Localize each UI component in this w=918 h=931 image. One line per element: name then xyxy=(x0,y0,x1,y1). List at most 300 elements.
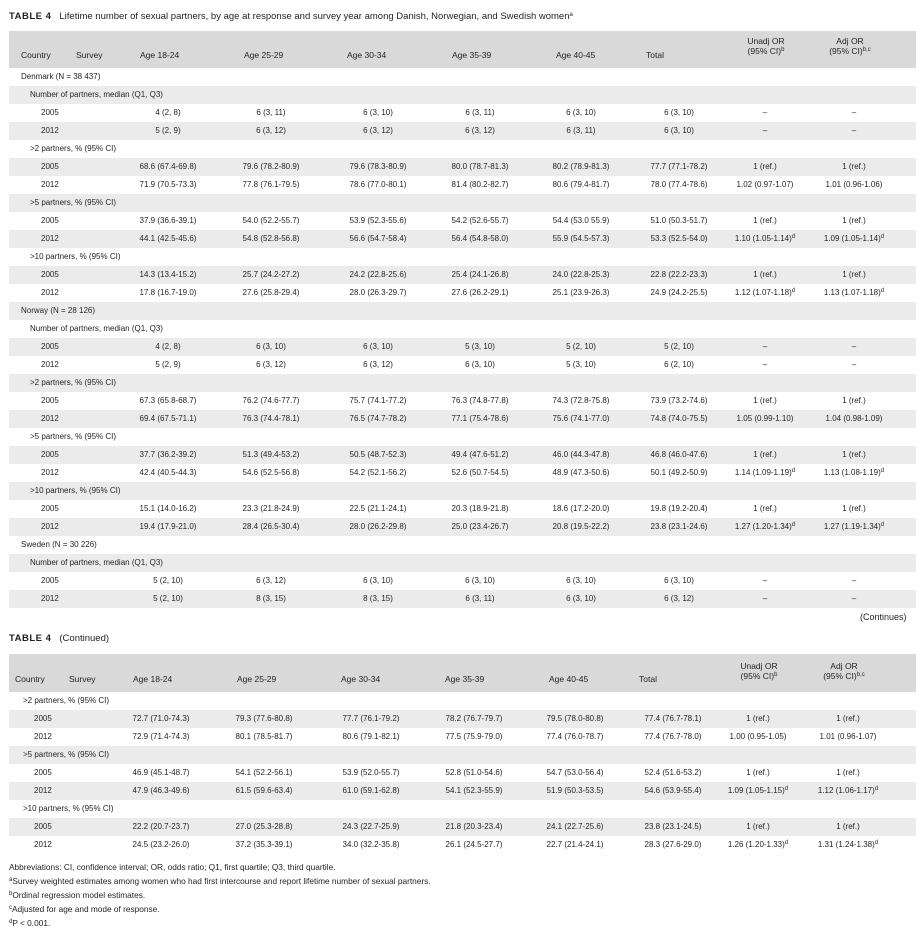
cell-age-30-34: 75.7 (74.1-77.2) xyxy=(349,396,407,405)
survey-year: 2005 xyxy=(41,342,59,351)
cell-total: 52.4 (51.6-53.2) xyxy=(644,768,702,777)
cell-adj-or: 1 (ref.) xyxy=(836,714,860,723)
group-label: >10 partners, % (95% CI) xyxy=(30,486,121,495)
table-row xyxy=(9,338,916,356)
table-row xyxy=(9,392,916,410)
cell-age-30-34: 22.5 (21.1-24.1) xyxy=(349,504,407,513)
group-label: >5 partners, % (95% CI) xyxy=(30,432,117,441)
cell-age-25-29: 6 (3, 11) xyxy=(256,108,286,117)
header-adj-or: Adj OR (95% CI)$^{b,c}$ xyxy=(829,36,871,56)
table-row xyxy=(9,104,916,122)
cell-age-30-34: 77.7 (76.1-79.2) xyxy=(342,714,400,723)
cell-age-35-39: 6 (3, 10) xyxy=(465,576,495,585)
cell-age-35-39: 27.6 (26.2-29.1) xyxy=(451,288,509,297)
cell-age-18-24: 17.8 (16.7-19.0) xyxy=(139,288,197,297)
cell-age-40-45: 80.6 (79.4-81.7) xyxy=(552,180,610,189)
cell-adj-or: 1 (ref.) xyxy=(842,216,866,225)
table-title: Lifetime number of sexual partners, by age at response and survey year among Danish, Norwegian, and Swedish women xyxy=(59,11,570,22)
cell-age-40-45: 80.2 (78.9-81.3) xyxy=(552,162,610,171)
header-adj-or: Adj OR (95% CI)$^{b,c}$ xyxy=(823,661,865,681)
cell-age-30-34: 56.6 (54.7-58.4) xyxy=(349,234,407,243)
group-row xyxy=(9,248,916,266)
cell-adj-or: 1.13 $(1.08-1.19)^d$ xyxy=(823,468,885,477)
cell-age-35-39: 78.2 (76.7-79.7) xyxy=(445,714,503,723)
survey-year: 2005 xyxy=(41,108,59,117)
survey-year: 2012 xyxy=(34,732,52,741)
header-age-35-39: Age 35-39 xyxy=(452,50,492,60)
cell-unadj-or: – xyxy=(762,594,768,603)
country-row xyxy=(9,302,916,320)
cell-adj-or: 1 (ref.) xyxy=(842,396,866,405)
table-row xyxy=(9,836,916,854)
cell-age-30-34: 6 (3, 10) xyxy=(363,342,393,351)
table-row xyxy=(9,728,916,746)
cell-age-40-45: 5 (3, 10) xyxy=(566,360,596,369)
cell-age-18-24: 24.5 (23.2-26.0) xyxy=(132,840,190,849)
cell-age-40-45: 6 (3, 10) xyxy=(566,108,596,117)
cell-age-18-24: 14.3 (13.4-15.2) xyxy=(139,270,197,279)
cell-age-35-39: 49.4 (47.6-51.2) xyxy=(451,450,509,459)
header-age-30-34: Age 30-34 xyxy=(341,674,381,684)
group-label: >2 partners, % (95% CI) xyxy=(30,378,117,387)
survey-year: 2005 xyxy=(41,504,59,513)
cell-age-25-29: 6 (3, 10) xyxy=(256,342,286,351)
survey-year: 2012 xyxy=(41,594,59,603)
cell-age-18-24: 37.9 (36.6-39.1) xyxy=(139,216,197,225)
cell-age-30-34: 24.3 (22.7-25.9) xyxy=(342,822,400,831)
cell-adj-or: 1.09 $(1.05-1.14)^d$ xyxy=(823,234,885,243)
cell-total: 5 (2, 10) xyxy=(664,342,694,351)
group-row xyxy=(9,194,916,212)
cell-age-35-39: 54.2 (52.6-55.7) xyxy=(451,216,509,225)
cell-age-40-45: 54.4 (53.0 55.9) xyxy=(552,216,610,225)
cell-age-30-34: 28.0 (26.2-29.8) xyxy=(349,522,407,531)
table-row xyxy=(9,122,916,140)
cell-age-35-39: 52.8 (51.0-54.6) xyxy=(445,768,503,777)
footnote-d: $^d$P < 0.001. xyxy=(9,918,51,928)
cell-age-40-45: 79.5 (78.0-80.8) xyxy=(546,714,604,723)
table-row xyxy=(9,356,916,374)
cell-age-30-34: 79.6 (78.3-80.9) xyxy=(349,162,407,171)
header-country: Country xyxy=(21,50,51,60)
cell-age-25-29: 54.6 (52.5-56.8) xyxy=(242,468,300,477)
table-row xyxy=(9,158,916,176)
cell-age-30-34: 53.9 (52.3-55.6) xyxy=(349,216,407,225)
cell-age-35-39: 77.1 (75.4-78.6) xyxy=(451,414,509,423)
survey-year: 2005 xyxy=(41,576,59,585)
cell-unadj-or: 1 (ref.) xyxy=(753,270,777,279)
cell-adj-or: – xyxy=(851,342,857,351)
table-header xyxy=(9,31,916,68)
cell-age-35-39: 6 (3, 11) xyxy=(465,594,495,603)
footnote-a: $^a$Survey weighted estimates among women who had first intercourse and report lifetime number of sexual partners. xyxy=(9,876,431,886)
cell-age-35-39: 25.0 (23.4-26.7) xyxy=(451,522,509,531)
cell-age-40-45: 46.0 (44.3-47.8) xyxy=(552,450,610,459)
cell-age-18-24: 72.9 (71.4-74.3) xyxy=(132,732,190,741)
cell-age-30-34: 24.2 (22.8-25.6) xyxy=(349,270,407,279)
table-body xyxy=(9,692,916,854)
survey-year: 2005 xyxy=(34,822,52,831)
country-label: Sweden (N = 30 226) xyxy=(21,540,97,549)
cell-age-18-24: 19.4 (17.9-21.0) xyxy=(139,522,197,531)
cell-unadj-or: 1.05 (0.99-1.10) xyxy=(736,414,794,423)
header-age-30-34: Age 30-34 xyxy=(347,50,387,60)
table-row xyxy=(9,464,916,482)
cell-age-40-45: 25.1 (23.9-26.3) xyxy=(552,288,610,297)
cell-age-18-24: 5 (2, 10) xyxy=(153,576,183,585)
table-title: (Continued) xyxy=(59,633,110,644)
cell-unadj-or: 1.09 $(1.05-1.15)^d$ xyxy=(727,786,789,795)
table-row xyxy=(9,446,916,464)
cell-unadj-or: 1 (ref.) xyxy=(746,822,770,831)
table-header xyxy=(9,654,916,692)
cell-total: 77.4 (76.7-78.1) xyxy=(644,714,702,723)
cell-age-25-29: 54.8 (52.8-56.8) xyxy=(242,234,300,243)
group-label: >2 partners, % (95% CI) xyxy=(30,144,117,153)
cell-total: 54.6 (53.9-55.4) xyxy=(644,786,702,795)
cell-age-35-39: 77.5 (75.9-79.0) xyxy=(445,732,503,741)
cell-age-25-29: 61.5 (59.6-63.4) xyxy=(235,786,293,795)
group-label: Number of partners, median (Q1, Q3) xyxy=(30,90,163,99)
group-label: Number of partners, median (Q1, Q3) xyxy=(30,558,163,567)
header-age-25-29: Age 25-29 xyxy=(244,50,284,60)
cell-age-30-34: 78.6 (77.0-80.1) xyxy=(349,180,407,189)
cell-age-30-34: 80.6 (79.1-82.1) xyxy=(342,732,400,741)
cell-total: 50.1 (49.2-50.9) xyxy=(650,468,708,477)
cell-age-25-29: 76.2 (74.6-77.7) xyxy=(242,396,300,405)
cell-age-18-24: 69.4 (67.5-71.1) xyxy=(139,414,197,423)
cell-total: 53.3 (52.5-54.0) xyxy=(650,234,708,243)
cell-age-35-39: 56.4 (54.8-58.0) xyxy=(451,234,509,243)
cell-age-30-34: 50.5 (48.7-52.3) xyxy=(349,450,407,459)
country-label: Denmark (N = 38 437) xyxy=(21,72,101,81)
cell-unadj-or: – xyxy=(762,342,768,351)
table-caption xyxy=(9,11,573,22)
table-row xyxy=(9,782,916,800)
footnote-b: $^b$Ordinal regression model estimates. xyxy=(9,890,146,900)
cell-age-40-45: 51.9 (50.3-53.5) xyxy=(546,786,604,795)
cell-age-35-39: 54.1 (52.3-55.9) xyxy=(445,786,503,795)
table-row xyxy=(9,518,916,536)
cell-total: 24.9 (24.2-25.5) xyxy=(650,288,708,297)
title-footnote-mark: a xyxy=(569,12,573,18)
cell-age-30-34: 6 (3, 12) xyxy=(363,126,393,135)
group-label: Number of partners, median (Q1, Q3) xyxy=(30,324,163,333)
cell-age-18-24: 71.9 (70.5-73.3) xyxy=(139,180,197,189)
cell-unadj-or: 1 (ref.) xyxy=(753,216,777,225)
group-row xyxy=(9,800,916,818)
group-row xyxy=(9,374,916,392)
cell-age-25-29: 6 (3, 12) xyxy=(256,126,286,135)
cell-age-18-24: 72.7 (71.0-74.3) xyxy=(132,714,190,723)
cell-unadj-or: 1 (ref.) xyxy=(753,450,777,459)
table-row xyxy=(9,284,916,302)
cell-age-40-45: 20.8 (19.5-22.2) xyxy=(552,522,610,531)
cell-age-35-39: 21.8 (20.3-23.4) xyxy=(445,822,503,831)
cell-age-18-24: 37.7 (36.2-39.2) xyxy=(139,450,197,459)
group-row xyxy=(9,482,916,500)
cell-age-35-39: 25.4 (24.1-26.8) xyxy=(451,270,509,279)
header-total: Total xyxy=(646,50,664,60)
header-age-25-29: Age 25-29 xyxy=(237,674,277,684)
cell-age-25-29: 8 (3, 15) xyxy=(256,594,286,603)
cell-age-18-24: 67.3 (65.8-68.7) xyxy=(139,396,197,405)
cell-unadj-or: 1 (ref.) xyxy=(753,162,777,171)
cell-adj-or: – xyxy=(851,576,857,585)
country-label: Norway (N = 28 126) xyxy=(21,306,96,315)
cell-age-35-39: 20.3 (18.9-21.8) xyxy=(451,504,509,513)
cell-total: 28.3 (27.6-29.0) xyxy=(644,840,702,849)
cell-age-25-29: 79.6 (78.2-80.9) xyxy=(242,162,300,171)
table-caption-continued xyxy=(9,633,109,644)
cell-age-18-24: 15.1 (14.0-16.2) xyxy=(139,504,197,513)
cell-age-25-29: 76.3 (74.4-78.1) xyxy=(242,414,300,423)
cell-adj-or: 1.31 $(1.24-1.38)^d$ xyxy=(817,840,879,849)
cell-total: 73.9 (73.2-74.6) xyxy=(650,396,708,405)
cell-total: 51.0 (50.3-51.7) xyxy=(650,216,708,225)
cell-adj-or: 1 (ref.) xyxy=(842,504,866,513)
group-row xyxy=(9,428,916,446)
cell-adj-or: – xyxy=(851,126,857,135)
group-row xyxy=(9,554,916,572)
cell-unadj-or: 1.02 (0.97-1.07) xyxy=(736,180,794,189)
group-label: >10 partners, % (95% CI) xyxy=(23,804,114,813)
footnotes xyxy=(9,860,431,930)
cell-age-35-39: 6 (3, 12) xyxy=(465,126,495,135)
cell-age-35-39: 52.6 (50.7-54.5) xyxy=(451,468,509,477)
cell-age-18-24: 5 (2, 9) xyxy=(155,126,181,135)
table-row xyxy=(9,230,916,248)
table-label: TABLE 4 xyxy=(9,11,52,22)
survey-year: 2012 xyxy=(41,288,59,297)
cell-age-18-24: 44.1 (42.5-45.6) xyxy=(139,234,197,243)
cell-age-30-34: 6 (3, 10) xyxy=(363,576,393,585)
group-row xyxy=(9,746,916,764)
cell-age-18-24: 42.4 (40.5-44.3) xyxy=(139,468,197,477)
survey-year: 2012 xyxy=(34,840,52,849)
cell-age-40-45: 6 (3, 11) xyxy=(566,126,596,135)
cell-adj-or: 1.13 $(1.07-1.18)^d$ xyxy=(823,288,885,297)
cell-total: 77.4 (76.7-78.0) xyxy=(644,732,702,741)
cell-age-25-29: 80.1 (78.5-81.7) xyxy=(235,732,293,741)
table-row xyxy=(9,818,916,836)
cell-adj-or: 1 (ref.) xyxy=(842,450,866,459)
survey-year: 2005 xyxy=(34,714,52,723)
cell-age-40-45: 6 (3, 10) xyxy=(566,594,596,603)
survey-year: 2005 xyxy=(41,162,59,171)
cell-unadj-or: – xyxy=(762,360,768,369)
cell-age-30-34: 61.0 (59.1-62.8) xyxy=(342,786,400,795)
cell-age-30-34: 34.0 (32.2-35.8) xyxy=(342,840,400,849)
group-row xyxy=(9,320,916,338)
cell-unadj-or: 1.10 $(1.05-1.14)^d$ xyxy=(734,234,796,243)
cell-age-25-29: 23.3 (21.8-24.9) xyxy=(242,504,300,513)
header-age-18-24: Age 18-24 xyxy=(140,50,180,60)
cell-age-18-24: 68.6 (67.4-69.8) xyxy=(139,162,197,171)
cell-age-25-29: 37.2 (35.3-39.1) xyxy=(235,840,293,849)
cell-age-25-29: 54.0 (52.2-55.7) xyxy=(242,216,300,225)
table-row xyxy=(9,572,916,590)
survey-year: 2012 xyxy=(41,414,59,423)
cell-age-40-45: 55.9 (54.5-57.3) xyxy=(552,234,610,243)
cell-age-25-29: 6 (3, 12) xyxy=(256,360,286,369)
header-unadj-or: Unadj OR (95% CI)$^b$ xyxy=(747,36,785,56)
cell-age-25-29: 25.7 (24.2-27.2) xyxy=(242,270,300,279)
survey-year: 2005 xyxy=(41,270,59,279)
cell-age-30-34: 54.2 (52.1-56.2) xyxy=(349,468,407,477)
cell-total: 6 (2, 10) xyxy=(664,360,694,369)
cell-age-40-45: 5 (2, 10) xyxy=(566,342,596,351)
cell-total: 6 (3, 10) xyxy=(664,108,694,117)
cell-age-35-39: 76.3 (74.8-77.8) xyxy=(451,396,509,405)
cell-age-40-45: 22.7 (21.4-24.1) xyxy=(546,840,604,849)
cell-total: 78.0 (77.4-78.6) xyxy=(650,180,708,189)
cell-age-40-45: 54.7 (53.0-56.4) xyxy=(546,768,604,777)
cell-unadj-or: 1.12 $(1.07-1.18)^d$ xyxy=(734,288,796,297)
survey-year: 2012 xyxy=(41,468,59,477)
group-row xyxy=(9,140,916,158)
cell-age-18-24: 5 (2, 10) xyxy=(153,594,183,603)
survey-year: 2005 xyxy=(34,768,52,777)
cell-age-25-29: 28.4 (26.5-30.4) xyxy=(242,522,300,531)
cell-age-40-45: 48.9 (47.3-50.6) xyxy=(552,468,610,477)
table-row xyxy=(9,710,916,728)
cell-age-18-24: 4 (2, 8) xyxy=(155,108,181,117)
cell-adj-or: 1.27 $(1.19-1.34)^d$ xyxy=(823,522,885,531)
cell-age-40-45: 6 (3, 10) xyxy=(566,576,596,585)
cell-unadj-or: 1.14 $(1.09-1.19)^d$ xyxy=(734,468,796,477)
cell-age-40-45: 18.6 (17.2-20.0) xyxy=(552,504,610,513)
header-age-18-24: Age 18-24 xyxy=(133,674,173,684)
cell-total: 6 (3, 12) xyxy=(664,594,694,603)
cell-unadj-or: 1 (ref.) xyxy=(753,504,777,513)
cell-age-18-24: 47.9 (46.3-49.6) xyxy=(132,786,190,795)
table-label: TABLE 4 xyxy=(9,633,52,644)
header-survey: Survey xyxy=(69,674,96,684)
survey-year: 2012 xyxy=(41,522,59,531)
cell-total: 77.7 (77.1-78.2) xyxy=(650,162,708,171)
survey-year: 2012 xyxy=(41,180,59,189)
cell-age-25-29: 54.1 (52.2-56.1) xyxy=(235,768,293,777)
cell-age-18-24: 46.9 (45.1-48.7) xyxy=(132,768,190,777)
cell-age-35-39: 26.1 (24.5-27.7) xyxy=(445,840,503,849)
cell-total: 23.8 (23.1-24.5) xyxy=(644,822,702,831)
continues-note: (Continues) xyxy=(860,612,907,622)
cell-unadj-or: – xyxy=(762,126,768,135)
survey-year: 2005 xyxy=(41,450,59,459)
cell-total: 6 (3, 10) xyxy=(664,126,694,135)
cell-adj-or: 1 (ref.) xyxy=(836,768,860,777)
header-country: Country xyxy=(15,674,45,684)
cell-age-25-29: 77.8 (76.1-79.5) xyxy=(242,180,300,189)
cell-age-35-39: 80.0 (78.7-81.3) xyxy=(451,162,509,171)
group-label: >5 partners, % (95% CI) xyxy=(30,198,117,207)
cell-age-35-39: 6 (3, 11) xyxy=(465,108,495,117)
country-row xyxy=(9,68,916,86)
cell-adj-or: 1.01 (0.96-1.07) xyxy=(819,732,877,741)
footnote-abbreviations: Abbreviations: CI, confidence interval; OR, odds ratio; Q1, first quartile; Q3, third quartile. xyxy=(9,862,336,872)
cell-total: 6 (3, 10) xyxy=(664,576,694,585)
group-row xyxy=(9,86,916,104)
survey-year: 2012 xyxy=(41,360,59,369)
cell-age-40-45: 24.1 (22.7-25.6) xyxy=(546,822,604,831)
header-survey: Survey xyxy=(76,50,103,60)
cell-age-25-29: 6 (3, 12) xyxy=(256,576,286,585)
cell-adj-or: – xyxy=(851,594,857,603)
group-row xyxy=(9,692,916,710)
cell-adj-or: – xyxy=(851,360,857,369)
header-age-40-45: Age 40-45 xyxy=(549,674,589,684)
header-total: Total xyxy=(639,674,657,684)
cell-age-30-34: 28.0 (26.3-29.7) xyxy=(349,288,407,297)
cell-unadj-or: 1 (ref.) xyxy=(753,396,777,405)
header-age-35-39: Age 35-39 xyxy=(445,674,485,684)
cell-unadj-or: – xyxy=(762,576,768,585)
cell-adj-or: 1 (ref.) xyxy=(842,162,866,171)
cell-age-30-34: 53.9 (52.0-55.7) xyxy=(342,768,400,777)
cell-age-25-29: 27.6 (25.8-29.4) xyxy=(242,288,300,297)
cell-total: 23.8 (23.1-24.6) xyxy=(650,522,708,531)
cell-age-35-39: 5 (3, 10) xyxy=(465,342,495,351)
cell-total: 46.8 (46.0-47.6) xyxy=(650,450,708,459)
cell-unadj-or: 1.00 (0.95-1.05) xyxy=(729,732,787,741)
table-body xyxy=(9,68,916,608)
footnote-c: $^c$Adjusted for age and mode of response. xyxy=(9,904,160,914)
table-row xyxy=(9,212,916,230)
survey-year: 2005 xyxy=(41,216,59,225)
header-unadj-or: Unadj OR (95% CI)$^b$ xyxy=(740,661,778,681)
cell-age-35-39: 6 (3, 10) xyxy=(465,360,495,369)
cell-unadj-or: 1.27 $(1.20-1.34)^d$ xyxy=(734,522,796,531)
table-row xyxy=(9,266,916,284)
group-label: >2 partners, % (95% CI) xyxy=(23,696,110,705)
cell-adj-or: 1 (ref.) xyxy=(842,270,866,279)
survey-year: 2012 xyxy=(41,126,59,135)
cell-age-30-34: 6 (3, 12) xyxy=(363,360,393,369)
cell-age-25-29: 27.0 (25.3-28.8) xyxy=(235,822,293,831)
header-age-40-45: Age 40-45 xyxy=(556,50,596,60)
cell-unadj-or: 1 (ref.) xyxy=(746,768,770,777)
cell-adj-or: 1 (ref.) xyxy=(836,822,860,831)
table-row xyxy=(9,410,916,428)
cell-adj-or: 1.04 (0.98-1.09) xyxy=(825,414,883,423)
cell-age-40-45: 74.3 (72.8-75.8) xyxy=(552,396,610,405)
table-row xyxy=(9,176,916,194)
table-row xyxy=(9,764,916,782)
survey-year: 2012 xyxy=(34,786,52,795)
table-main xyxy=(9,31,916,608)
cell-age-30-34: 76.5 (74.7-78.2) xyxy=(349,414,407,423)
cell-age-30-34: 8 (3, 15) xyxy=(363,594,393,603)
cell-unadj-or: 1 (ref.) xyxy=(746,714,770,723)
cell-age-35-39: 81.4 (80.2-82.7) xyxy=(451,180,509,189)
cell-age-40-45: 75.6 (74.1-77.0) xyxy=(552,414,610,423)
cell-age-40-45: 77.4 (76.0-78.7) xyxy=(546,732,604,741)
cell-unadj-or: 1.26 $(1.20-1.33)^d$ xyxy=(727,840,789,849)
cell-total: 19.8 (19.2-20.4) xyxy=(650,504,708,513)
cell-adj-or: – xyxy=(851,108,857,117)
cell-age-25-29: 51.3 (49.4-53.2) xyxy=(242,450,300,459)
group-label: >5 partners, % (95% CI) xyxy=(23,750,110,759)
table-continued xyxy=(9,654,916,854)
cell-total: 74.8 (74.0-75.5) xyxy=(650,414,708,423)
survey-year: 2012 xyxy=(41,234,59,243)
table-row xyxy=(9,590,916,608)
cell-age-18-24: 4 (2, 8) xyxy=(155,342,181,351)
survey-year: 2005 xyxy=(41,396,59,405)
group-label: >10 partners, % (95% CI) xyxy=(30,252,121,261)
country-row xyxy=(9,536,916,554)
